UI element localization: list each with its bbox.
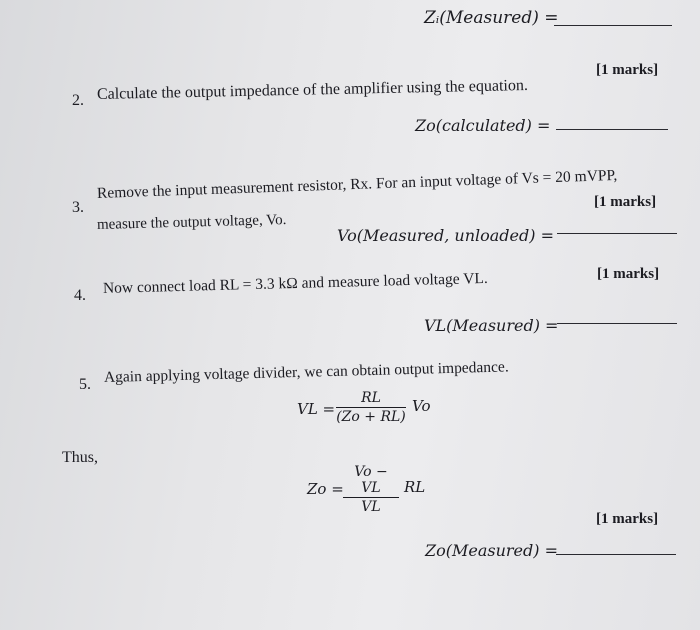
eq2-denominator: VL [361,499,381,515]
q5-text: Again applying voltage divider, we can obtain output impedance. [103,358,509,386]
zi-measured-answer-blank[interactable] [554,25,672,26]
q3-marks: [1 marks] [594,194,657,210]
vo-unloaded-label: Vo(Measured, unloaded) = [337,226,554,245]
q4-marks: [1 marks] [597,266,660,282]
q3-line1: Remove the input measurement resistor, Rx. For an input voltage of Vs = 20 mVPP, [96,166,618,202]
eq1-denominator: (Zo + RL) [336,409,406,425]
q5-marks: [1 marks] [596,511,659,527]
eq2-rhs: RL [404,478,426,496]
q4-text: Now connect load RL = 3.3 kΩ and measure load voltage VL. [102,269,488,297]
eq1-fraction-bar [336,407,406,408]
vl-measured-label: VL(Measured) = [424,316,559,335]
q2-number: 2. [72,92,84,109]
zo-calculated-label: Zo(calculated) = [415,116,551,135]
zo-calculated-answer-blank[interactable] [556,129,668,130]
q2-text: Calculate the output impedance of the amplifier using the equation. [96,76,529,103]
q3-line2: measure the output voltage, Vo. [96,212,287,233]
eq2-lhs: Zo = [307,480,344,498]
zo-measured-answer-blank[interactable] [556,554,676,555]
vl-measured-answer-blank[interactable] [557,323,677,324]
zi-measured-label: Zᵢ(Measured) = [424,8,559,28]
eq2-fraction [343,464,399,515]
eq1-fraction [336,390,406,425]
thus-label: Thus, [62,449,98,466]
eq1-lhs: VL = [297,400,336,418]
q5-number: 5. [79,376,91,393]
eq2-fraction-bar [343,497,399,498]
vo-unloaded-answer-blank[interactable] [557,233,677,234]
eq2-numerator: Vo − VL [354,464,388,496]
q4-number: 4. [74,287,86,304]
q2-marks: [1 marks] [596,62,659,78]
eq1-rhs: Vo [412,397,431,415]
q3-number: 3. [72,199,84,216]
zo-measured-label: Zo(Measured) = [425,541,558,560]
eq1-numerator: RL [361,390,381,406]
